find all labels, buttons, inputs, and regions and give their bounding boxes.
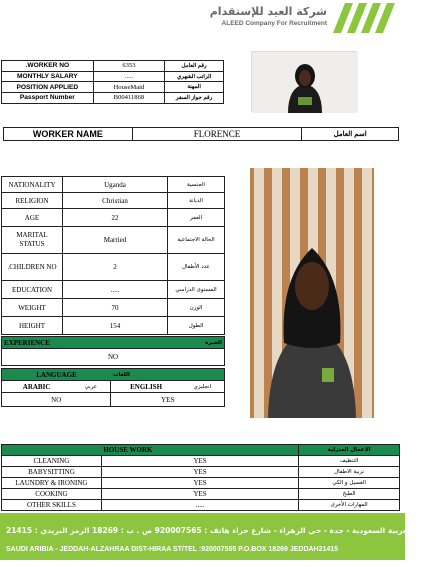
table-row [2, 349, 225, 366]
monthly-salary-value: ..... [93, 71, 165, 82]
passport-number-value: B00411868 [93, 93, 165, 104]
laundry-value: YES [101, 478, 298, 489]
arabic-label: ARABIC [2, 381, 72, 393]
worker-no-label-ar: رقم العامل [165, 61, 224, 72]
house-work-table [1, 444, 400, 511]
age-value: 22 [63, 209, 168, 227]
footer-address-arabic: المملكة العربية السعودية - جدة - حي الزهراء - شارع حراء هاتف : 920007565 ص . ب : 18269 الرمز البريدي : 21415 [6, 526, 443, 535]
cooking-label: COOKING [2, 489, 102, 500]
marital-status-label-ar: الحالة الاجتماعية [168, 227, 225, 254]
children-no-label-ar: عدد الأطفال [168, 254, 225, 281]
laundry-label-ar: الغسيل و الكي [299, 478, 400, 489]
other-skills-label: OTHER SKILLS [2, 500, 102, 511]
house-work-header-ar: الاعمال المنزلية [299, 445, 400, 456]
details-table [1, 176, 225, 335]
table-row [2, 381, 225, 393]
nationality-value: Uganda [63, 177, 168, 193]
table-row [2, 193, 225, 209]
cooking-value: YES [101, 489, 298, 500]
position-applied-value: HouseMaid [93, 82, 165, 93]
age-label: AGE [2, 209, 63, 227]
language-header: LANGUAGE [2, 369, 111, 381]
english-label: ENGLISH [111, 381, 181, 393]
nationality-label: NATIONALITY [2, 177, 63, 193]
table-row [2, 177, 225, 193]
children-no-value: 2 [63, 254, 168, 281]
weight-label-ar: الوزن [168, 299, 225, 317]
height-value: 154 [63, 317, 168, 335]
laundry-label: LAUNDRY & IRONING [2, 478, 102, 489]
age-label-ar: العمر [168, 209, 225, 227]
education-value: ..... [63, 281, 168, 299]
position-applied-label: POSITION APPLIED [2, 82, 94, 93]
cleaning-label-ar: التنظيف [299, 456, 400, 467]
experience-header: EXPERIENCE [2, 337, 159, 349]
table-row [2, 299, 225, 317]
passport-number-label: Passport Number [2, 93, 94, 104]
top-info-table [1, 60, 224, 104]
other-skills-value: ..... [101, 500, 298, 511]
footer-address-english: SAUDI ARIBIA - JEDDAH-ALZAHRAA DIST-HIRAA ST/TEL :920007565 P.O.BOX 18269 JEDDAH21415 [6, 546, 339, 553]
marital-status-label: MARITAL STATUS [2, 227, 63, 254]
other-skills-label-ar: المهارات الأخرى [299, 500, 400, 511]
religion-label-ar: الديانة [168, 193, 225, 209]
worker-no-value: 6353 [93, 61, 165, 72]
worker-name-table [3, 127, 399, 141]
table-row [2, 456, 400, 467]
religion-value: Christian [63, 193, 168, 209]
table-row [2, 500, 400, 511]
monthly-salary-label: MONTHLY SALARY [2, 71, 94, 82]
marital-status-value: Married [63, 227, 168, 254]
education-label-ar: المستوى الدراسي [168, 281, 225, 299]
table-row [2, 93, 224, 104]
height-label-ar: الطول [168, 317, 225, 335]
religion-label: RELIGION [2, 193, 63, 209]
company-name-english: ALEED Company For Recruitment [221, 20, 327, 27]
education-label: EDUCATION [2, 281, 63, 299]
english-value: YES [111, 393, 225, 407]
worker-name-label: WORKER NAME [4, 128, 133, 141]
weight-label: WEIGHT [2, 299, 63, 317]
cooking-label-ar: الطبخ [299, 489, 400, 500]
table-row [2, 489, 400, 500]
english-label-ar: انجليزي [181, 381, 225, 393]
arabic-label-ar: عربي [71, 381, 111, 393]
babysitting-label: BABYSITTING [2, 467, 102, 478]
table-row [2, 71, 224, 82]
table-row [2, 478, 400, 489]
children-no-label: .CHILDREN NO [2, 254, 63, 281]
experience-value: NO [2, 349, 225, 366]
experience-table [1, 336, 225, 366]
worker-name-label-ar: اسم العامل [302, 128, 399, 141]
footer-contact-bar [0, 513, 443, 560]
table-row [2, 281, 225, 299]
table-row [2, 254, 225, 281]
company-name-arabic: شركة العيد للإستقدام [209, 5, 327, 18]
table-row [2, 317, 225, 335]
passport-number-label-ar: رقم جواز السفر [165, 93, 224, 104]
position-applied-label-ar: المهنة [165, 82, 224, 93]
table-row [2, 369, 225, 381]
worker-name-value: FLORENCE [132, 128, 301, 141]
company-logo [187, 3, 397, 33]
weight-value: 70 [63, 299, 168, 317]
arabic-value: NO [2, 393, 111, 407]
house-work-header: HOUSE WORK [101, 445, 298, 456]
table-row [2, 393, 225, 407]
babysitting-value: YES [101, 467, 298, 478]
babysitting-label-ar: تربية الاطفال [299, 467, 400, 478]
table-row [2, 337, 225, 349]
language-table [1, 368, 225, 407]
height-label: HEIGHT [2, 317, 63, 335]
language-header-ar: اللغات [111, 369, 225, 381]
table-row [2, 227, 225, 254]
table-row [2, 82, 224, 93]
table-row [4, 128, 399, 141]
logo-mark-icon [331, 3, 397, 33]
table-row [2, 467, 400, 478]
worker-no-label: .WORKER NO [2, 61, 94, 72]
table-row [2, 445, 400, 456]
worker-thumbnail-photo [251, 51, 357, 112]
worker-full-photo [250, 168, 374, 418]
experience-header-ar: الخبرة [158, 337, 224, 349]
monthly-salary-label-ar: الراتب الشهري [165, 71, 224, 82]
cleaning-label: CLEANING [2, 456, 102, 467]
cleaning-value: YES [101, 456, 298, 467]
table-row [2, 61, 224, 72]
table-row [2, 209, 225, 227]
nationality-label-ar: الجنسية [168, 177, 225, 193]
